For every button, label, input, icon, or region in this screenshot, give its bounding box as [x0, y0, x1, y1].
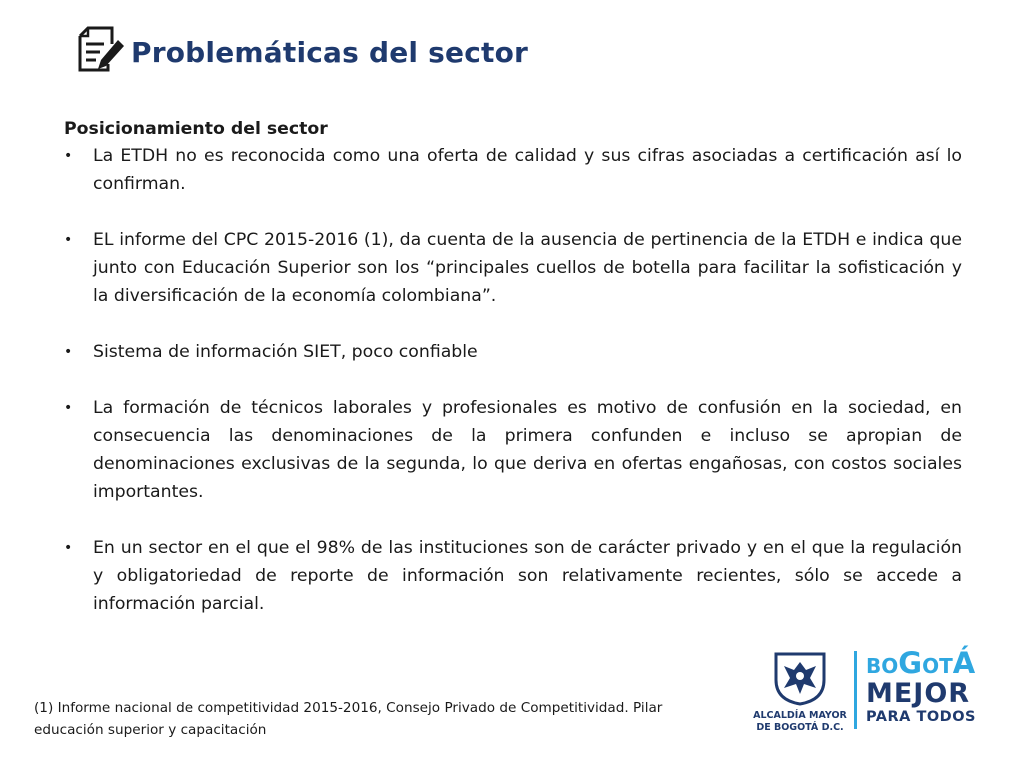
footnote-line-1: (1) Informe nacional de competitividad 2015-2016, Consejo Privado de Competitividad. Pilar — [34, 700, 663, 716]
bullet-item-5 — [64, 534, 962, 618]
bullet-marker: • — [64, 148, 73, 164]
bogota-para-todos: PARA TODOS — [866, 709, 976, 725]
alcaldia-line-2: DE BOGOTÁ D.C. — [756, 722, 844, 733]
bogota-mejor-word: MEJOR — [866, 678, 971, 709]
bullet-marker: • — [64, 344, 73, 360]
main-content — [64, 116, 962, 618]
logo-divider — [854, 651, 857, 729]
section-heading: Posicionamiento del sector — [64, 119, 328, 139]
bullet-item-3 — [64, 338, 962, 366]
bullet-item-1 — [64, 142, 962, 198]
bogota-coat-of-arms-icon — [770, 650, 830, 706]
footnote — [34, 697, 734, 741]
bullet-marker: • — [64, 540, 73, 556]
bullet-item-2 — [64, 226, 962, 310]
bullet-list — [64, 142, 962, 618]
bullet-text-1: La ETDH no es reconocida como una oferta de calidad y sus cifras asociadas a certificación así lo confirman. — [93, 146, 962, 194]
bullet-marker: • — [64, 400, 73, 416]
bullet-item-4 — [64, 394, 962, 506]
bogota-word: BOGOTÁ — [866, 646, 976, 680]
note-edit-icon — [74, 24, 126, 76]
bullet-marker: • — [64, 232, 73, 248]
bogota-mejor-logo — [866, 648, 1006, 726]
bullet-text-3: Sistema de información SIET, poco confiable — [93, 342, 478, 362]
footnote-line-2: educación superior y capacitación — [34, 722, 267, 738]
alcaldia-line-1: ALCALDÍA MAYOR — [753, 710, 847, 721]
bullet-text-2: EL informe del CPC 2015-2016 (1), da cuenta de la ausencia de pertinencia de la ETDH e indica que junto con Educación Superior son los “principales cuellos de botella para facilitar la sofisticación y la diversificación de la economía colombiana”. — [93, 230, 962, 306]
bullet-text-4: La formación de técnicos laborales y profesionales es motivo de confusión en la sociedad, en consecuencia las denominaciones de la primera confunden e incluso se apropian de denominaciones exclusivas de la segunda, lo que deriva en ofertas engañosas, con costos sociales importantes. — [93, 398, 962, 502]
bullet-text-5: En un sector en el que el 98% de las instituciones son de carácter privado y en el que la regulación y obligatoriedad de reporte de información son relativamente recientes, sólo se accede a información parcial. — [93, 538, 962, 614]
page-title: Problemáticas del sector — [131, 36, 529, 69]
